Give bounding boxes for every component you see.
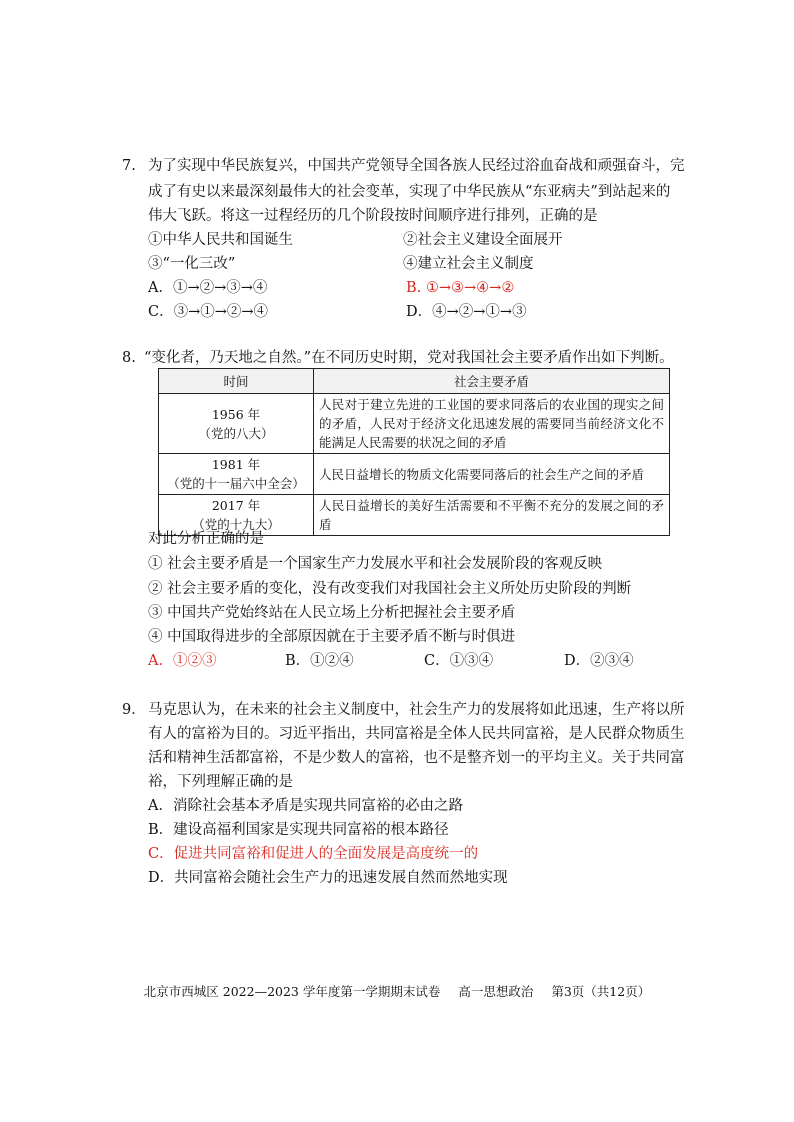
question-7-option-a: A．①→②→③→④: [148, 280, 268, 296]
table-meeting: （党的十九大）: [192, 517, 280, 532]
question-9-stem-line-3: 活和精神生活都富裕，不是少数人的富裕，也不是整齐划一的平均主义。关于共同富: [148, 750, 685, 766]
table-year: 1956 年: [211, 406, 261, 422]
question-7-stem-line-1: 为了实现中华民族复兴，中国共产党领导全国各族人民经过浴血奋战和顽强奋斗，完: [148, 158, 685, 174]
table-year: 2017 年: [211, 498, 261, 513]
question-8-prompt: 对此分析正确的是: [148, 531, 264, 547]
question-9-stem-line-2: 有人的富裕为目的。习近平指出，共同富裕是全体人民共同富裕，是人民群众物质生: [148, 726, 685, 742]
question-7-item-3: ③“一化三改”: [148, 256, 236, 272]
table-cell-time: [159, 394, 314, 454]
question-8-number: 8.: [122, 350, 136, 366]
footer-subject: 高一思想政治: [458, 984, 534, 999]
footer-exam-title: 北京市西城区 2022—2023 学年度第一学期期末试卷: [143, 984, 441, 999]
question-8-option-c: C．①③④: [424, 653, 494, 669]
question-7-option-b-answer: B. ①→③→④→②: [406, 280, 515, 296]
question-9-stem-line-4: 裕，下列理解正确的是: [148, 774, 293, 790]
question-8-option-b: B．①②④: [285, 653, 354, 669]
question-8-item-3: ③ 中国共产党始终站在人民立场上分析把握社会主要矛盾: [148, 605, 516, 621]
question-8-item-2: ② 社会主要矛盾的变化，没有改变我们对我国社会主义所处历史阶段的判断: [148, 581, 632, 597]
table-year: 1981 年: [211, 457, 261, 472]
question-9-option-c-answer: C．促进共同富裕和促进人的全面发展是高度统一的: [148, 846, 479, 862]
question-7-stem-line-3: 伟大飞跃。将这一过程经历的几个阶段按时间顺序进行排列，正确的是: [148, 208, 598, 224]
question-7-option-d: D．④→②→①→③: [406, 304, 527, 320]
question-7-option-c: C．③→①→②→④: [148, 304, 269, 320]
question-7-number: 7.: [122, 158, 136, 174]
table-row: [159, 394, 670, 454]
question-8-option-a-answer: A．①②③: [148, 653, 217, 669]
question-9-option-b: B．建设高福利国家是实现共同富裕的根本路径: [148, 822, 449, 838]
question-9-option-d: D．共同富裕会随社会生产力的迅速发展自然而然地实现: [148, 870, 508, 886]
question-7-item-2: ②社会主义建设全面展开: [403, 232, 563, 248]
table-cell-contradiction: 人民日益增长的美好生活需要和不平衡不充分的发展之间的矛盾: [314, 495, 670, 536]
table-cell-contradiction: 人民日益增长的物质文化需要同落后的社会生产之间的矛盾: [314, 454, 670, 495]
table-header-time: 时间: [159, 369, 314, 394]
table-row: [159, 454, 670, 495]
table-meeting: （党的八大）: [198, 425, 274, 441]
question-8-stem: “变化者，乃天地之自然。”在不同历史时期，党对我国社会主要矛盾作出如下判断。: [144, 350, 674, 366]
question-9-number: 9．: [122, 702, 146, 718]
footer-page-number: 第3页（共12页）: [551, 984, 651, 999]
table-cell-contradiction: 人民对于建立先进的工业国的要求同落后的农业国的现实之间的矛盾，人民对于经济文化迅速发展的需要同当前经济文化不能满足人民需要的状况之间的矛盾: [314, 394, 670, 454]
question-8-item-4: ④ 中国取得进步的全部原因就在于主要矛盾不断与时俱进: [148, 629, 516, 645]
table-header-contradiction: 社会主要矛盾: [314, 369, 670, 394]
contradiction-table: [158, 368, 670, 536]
table-meeting: （党的十一届六中全会）: [167, 476, 305, 491]
question-8-option-d: D．②③④: [564, 653, 634, 669]
question-7-item-4: ④建立社会主义制度: [403, 256, 534, 272]
question-9-stem-line-1: 马克思认为，在未来的社会主义制度中，社会生产力的发展将如此迅速，生产将以所: [148, 702, 685, 718]
question-7-stem-line-2: 成了有史以来最深刻最伟大的社会变革，实现了中华民族从“东亚病夫”到站起来的: [148, 184, 671, 200]
question-8-item-1: ① 社会主要矛盾是一个国家生产力发展水平和社会发展阶段的客观反映: [148, 556, 603, 572]
question-7-item-1: ①中华人民共和国诞生: [148, 232, 293, 248]
page-footer: [0, 983, 794, 1001]
table-cell-time: [159, 454, 314, 495]
question-9-option-a: A．消除社会基本矛盾是实现共同富裕的必由之路: [148, 798, 463, 814]
